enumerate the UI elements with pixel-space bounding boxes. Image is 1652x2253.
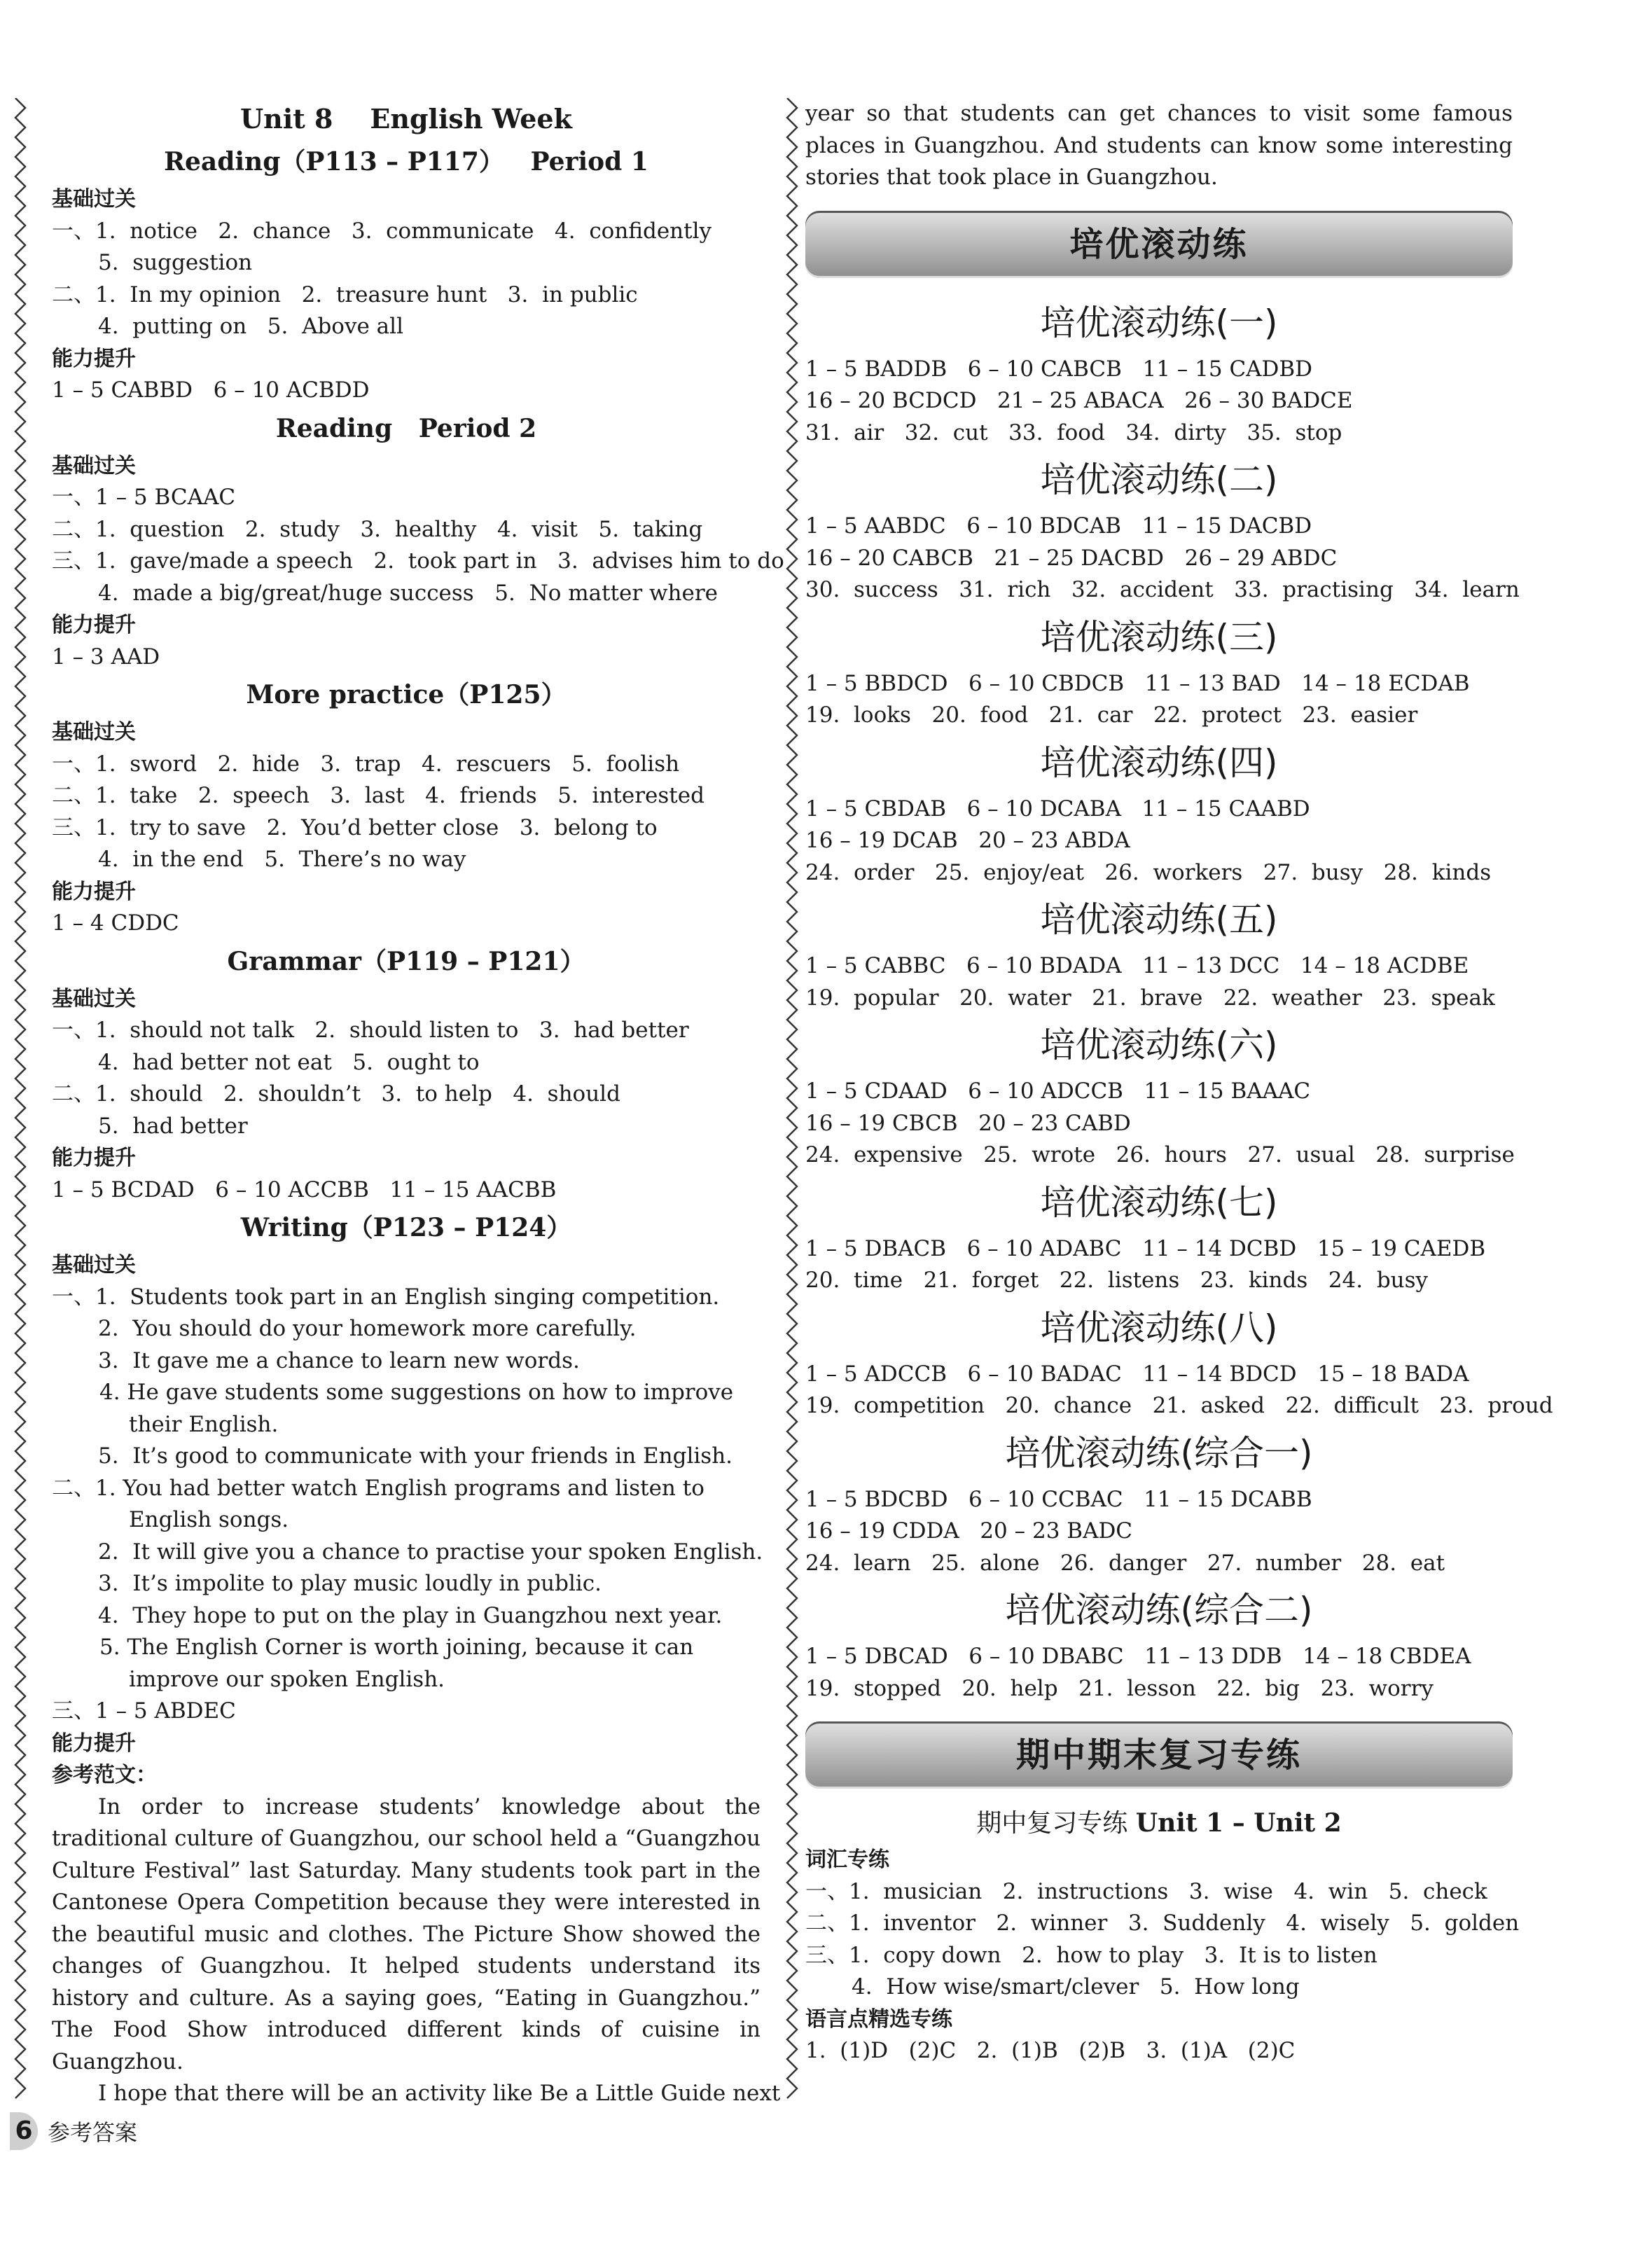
category-label: 能力提升 — [52, 1731, 136, 1756]
practice-title: 培优滚动练(二) — [1040, 459, 1278, 500]
category-label: 基础过关 — [52, 720, 136, 744]
practice-block — [805, 606, 1513, 732]
answer-line: 一、1. should not talk 2. should listen to 3. had better — [52, 1018, 689, 1043]
answer-line: 二、1. You had better watch English programs and listen to English songs. — [52, 1475, 704, 1532]
right-column — [805, 98, 1553, 2067]
answer-line: 1 – 5 DBACB 6 – 10 ADABC 11 – 14 DCBD 15 – 19 CAEDB — [805, 1235, 1486, 1261]
category-label: 能力提升 — [52, 613, 136, 637]
category-label: 能力提升 — [52, 346, 136, 371]
answer-line: 1 – 5 BDCBD 6 – 10 CCBAC 11 – 15 DCABB — [805, 1486, 1312, 1512]
answer-line: 5. had better — [98, 1113, 248, 1139]
answer-line: 4. putting on 5. Above all — [98, 314, 403, 339]
section-banner: 期中期末复习专练 — [805, 1721, 1513, 1789]
answer-line: 一、1 – 5 BCAAC — [52, 485, 236, 510]
practice-title: 培优滚动练(综合二) — [1005, 1590, 1313, 1630]
category-label: 基础过关 — [52, 986, 136, 1011]
answer-line: 16 – 19 DCAB 20 – 23 ABDA — [805, 828, 1130, 853]
answer-line: 16 – 19 CBCB 20 – 23 CABD — [805, 1110, 1131, 1136]
answer-line: 一、1. sword 2. hide 3. trap 4. rescuers 5. foolish — [52, 751, 680, 777]
answer-line: 二、1. should 2. shouldn’t 3. to help 4. should — [52, 1081, 620, 1107]
answer-line: 1 – 5 CDAAD 6 – 10 ADCCB 11 – 15 BAAAC — [805, 1079, 1311, 1104]
practice-block — [805, 1014, 1513, 1172]
category-label: 基础过关 — [52, 453, 136, 478]
answer-line: 一、1. Students took part in an English singing competition. — [52, 1284, 720, 1310]
category-label: 语言点精选专练 — [805, 2006, 952, 2032]
practice-block — [805, 1172, 1513, 1297]
more-practice-title: More practice（P125） — [246, 680, 567, 709]
answer-line: 24. order 25. enjoy/eat 26. workers 27. busy 28. kinds — [805, 859, 1492, 885]
practice-title: 培优滚动练(三) — [1040, 616, 1278, 658]
answer-line: 5. The English Corner is worth joining, because it can improve our spoken English. — [99, 1635, 694, 1692]
answer-line: 1 – 5 ADCCB 6 – 10 BADAC 11 – 14 BDCD 15 – 18 BADA — [805, 1361, 1469, 1387]
answer-line: 3. It’s impolite to play music loudly in public. — [98, 1571, 602, 1596]
practice-block — [805, 292, 1513, 450]
essay-continuation: year so that students can get chances to visit some famous places in Guangzhou. And students can know some interesting stories that took place in Guangzhou. — [805, 101, 1513, 190]
practice-block — [805, 1579, 1513, 1705]
category-label: 能力提升 — [52, 1146, 136, 1170]
category-label: 参考范文： — [52, 1763, 157, 1787]
reading2-title: Reading Period 2 — [275, 413, 537, 443]
category-label: 能力提升 — [52, 879, 136, 904]
column-divider — [782, 98, 803, 2101]
answer-line: 31. air 32. cut 33. food 34. dirty 35. stop — [805, 420, 1342, 445]
answer-line: 4. How wise/smart/clever 5. How long — [852, 1974, 1300, 1999]
answer-line: 1. (1)D (2)C 2. (1)B (2)B 3. (1)A (2)C — [805, 2038, 1296, 2063]
answer-line: 1 – 5 CABBD 6 – 10 ACBDD — [52, 377, 370, 403]
answer-line: 24. expensive 25. wrote 26. hours 27. usual 28. surprise — [805, 1142, 1515, 1167]
grammar-title: Grammar（P119 – P121） — [227, 946, 585, 976]
answer-line: 16 – 20 BCDCD 21 – 25 ABACA 26 – 30 BADCE — [805, 388, 1353, 413]
answer-line: 19. looks 20. food 21. car 22. protect 23. easier — [805, 702, 1418, 728]
practice-block — [805, 1422, 1513, 1580]
section-banner: 培优滚动练 — [805, 211, 1513, 278]
answer-line: 4. made a big/great/huge success 5. No matter where — [98, 580, 719, 606]
answer-line: 1 – 3 AAD — [52, 644, 160, 670]
answer-line: 1 – 5 AABDC 6 – 10 BDCAB 11 – 15 DACBD — [805, 513, 1312, 539]
answer-line: 4. He gave students some suggestions on how to improve their English. — [99, 1380, 734, 1437]
practice-block — [805, 1297, 1553, 1422]
answer-line: 16 – 20 CABCB 21 – 25 DACBD 26 – 29 ABDC — [805, 545, 1338, 571]
answer-line: 1 – 5 BADDB 6 – 10 CABCB 11 – 15 CADBD — [805, 356, 1313, 382]
answer-line: 三、1. copy down 2. how to play 3. It is to listen — [805, 1942, 1377, 1968]
answer-line: 4. had better not eat 5. ought to — [98, 1049, 480, 1075]
answer-line: 3. It gave me a chance to learn new words. — [98, 1347, 580, 1373]
page-footer — [10, 2108, 137, 2154]
answer-line: 16 – 19 CDDA 20 – 23 BADC — [805, 1518, 1133, 1544]
answer-line: 1 – 5 BCDAD 6 – 10 ACCBB 11 – 15 AACBB — [52, 1177, 557, 1202]
practice-title: 培优滚动练(四) — [1040, 742, 1278, 783]
answer-line: 二、1. In my opinion 2. treasure hunt 3. in public — [52, 282, 638, 307]
answer-line: 三、1. try to save 2. You’d better close 3. belong to — [52, 814, 658, 840]
answer-line: 19. stopped 20. help 21. lesson 22. big 23. worry — [805, 1675, 1434, 1701]
practice-block — [805, 889, 1513, 1014]
category-label: 基础过关 — [52, 1253, 136, 1277]
practice-block — [805, 449, 1520, 606]
page-number: 6 — [10, 2112, 38, 2150]
answer-line: 4. in the end 5. There’s no way — [98, 847, 466, 872]
answer-line: 1 – 5 CBDAB 6 – 10 DCABA 11 – 15 CAABD — [805, 796, 1310, 822]
review-title-cn: 期中复习专练 — [976, 1809, 1136, 1838]
practice-title: 培优滚动练(五) — [1040, 899, 1278, 940]
category-label: 词汇专练 — [805, 1848, 889, 1872]
answer-line: 一、1. notice 2. chance 3. communicate 4. confidently — [52, 218, 712, 244]
unit-title: Unit 8 English Week — [240, 103, 572, 134]
answer-line: 一、1. musician 2. instructions 3. wise 4. win 5. check — [805, 1878, 1487, 1904]
left-zigzag-border — [10, 98, 31, 2101]
practice-title: 培优滚动练(七) — [1040, 1181, 1278, 1223]
essay-paragraph: I hope that there will be an activity like Be a Little Guide next — [98, 2081, 781, 2106]
answer-line: 1 – 5 DBCAD 6 – 10 DBABC 11 – 13 DDB 14 – 18 CBDEA — [805, 1644, 1471, 1669]
answer-line: 19. competition 20. chance 21. asked 22. difficult 23. proud — [805, 1393, 1553, 1418]
reading1-title: Reading（P113 – P117） Period 1 — [164, 147, 648, 176]
answer-line: 二、1. inventor 2. winner 3. Suddenly 4. wisely 5. golden — [805, 1911, 1520, 1936]
footer-label: 参考答案 — [48, 2119, 138, 2146]
practice-block — [805, 732, 1513, 889]
answer-line: 20. time 21. forget 22. listens 23. kinds 24. busy — [805, 1268, 1429, 1293]
practice-title: 培优滚动练(综合一) — [1005, 1432, 1313, 1474]
review-title-en: Unit 1 – Unit 2 — [1135, 1808, 1342, 1838]
answer-line: 三、1 – 5 ABDEC — [52, 1698, 236, 1724]
answer-line: 5. It’s good to communicate with your friends in English. — [98, 1443, 733, 1469]
review-title — [805, 1803, 1513, 1844]
category-label: 基础过关 — [52, 187, 136, 212]
answer-line: 二、1. take 2. speech 3. last 4. friends 5. interested — [52, 783, 704, 808]
writing-title: Writing（P123 – P124） — [240, 1213, 572, 1242]
answer-line: 30. success 31. rich 32. accident 33. practising 34. learn — [805, 577, 1520, 602]
essay-paragraph: In order to increase students’ knowledge about the traditional culture of Guangzhou, our school held a “Guangzhou Culture Festival” last Saturday. Many students took part in the Cantonese Opera Competition because they were interested in the beautiful music and clothes. The Picture Show showed the changes of Guangzhou. It helped students understand its history and culture. As a saying goes, “Eating in Guangzhou.” The Food Show introduced different kinds of cuisine in Guangzhou. — [52, 1794, 761, 2074]
answer-line: 1 – 5 CABBC 6 – 10 BDADA 11 – 13 DCC 14 – 18 ACDBE — [805, 953, 1469, 978]
left-column — [52, 98, 784, 2110]
practice-title: 培优滚动练(六) — [1040, 1025, 1278, 1065]
answer-line: 三、1. gave/made a speech 2. took part in 3. advises him to do — [52, 548, 784, 574]
answer-line: 5. suggestion — [98, 250, 253, 275]
practice-list — [805, 292, 1553, 1705]
answer-line: 1 – 4 CDDC — [52, 910, 179, 936]
practice-title: 培优滚动练(一) — [1040, 302, 1278, 343]
answer-line: 1 – 5 BBDCD 6 – 10 CBDCB 11 – 13 BAD 14 – 18 ECDAB — [805, 670, 1470, 696]
answer-line: 2. It will give you a chance to practise your spoken English. — [98, 1539, 763, 1565]
answer-line: 2. You should do your homework more carefully. — [98, 1316, 637, 1341]
answer-line: 二、1. question 2. study 3. healthy 4. visit 5. taking — [52, 516, 703, 542]
answer-line: 19. popular 20. water 21. brave 22. weather 23. speak — [805, 985, 1495, 1011]
answer-line: 4. They hope to put on the play in Guangzhou next year. — [98, 1602, 723, 1628]
answer-line: 24. learn 25. alone 26. danger 27. number 28. eat — [805, 1550, 1445, 1576]
practice-title: 培优滚动练(八) — [1040, 1307, 1278, 1348]
